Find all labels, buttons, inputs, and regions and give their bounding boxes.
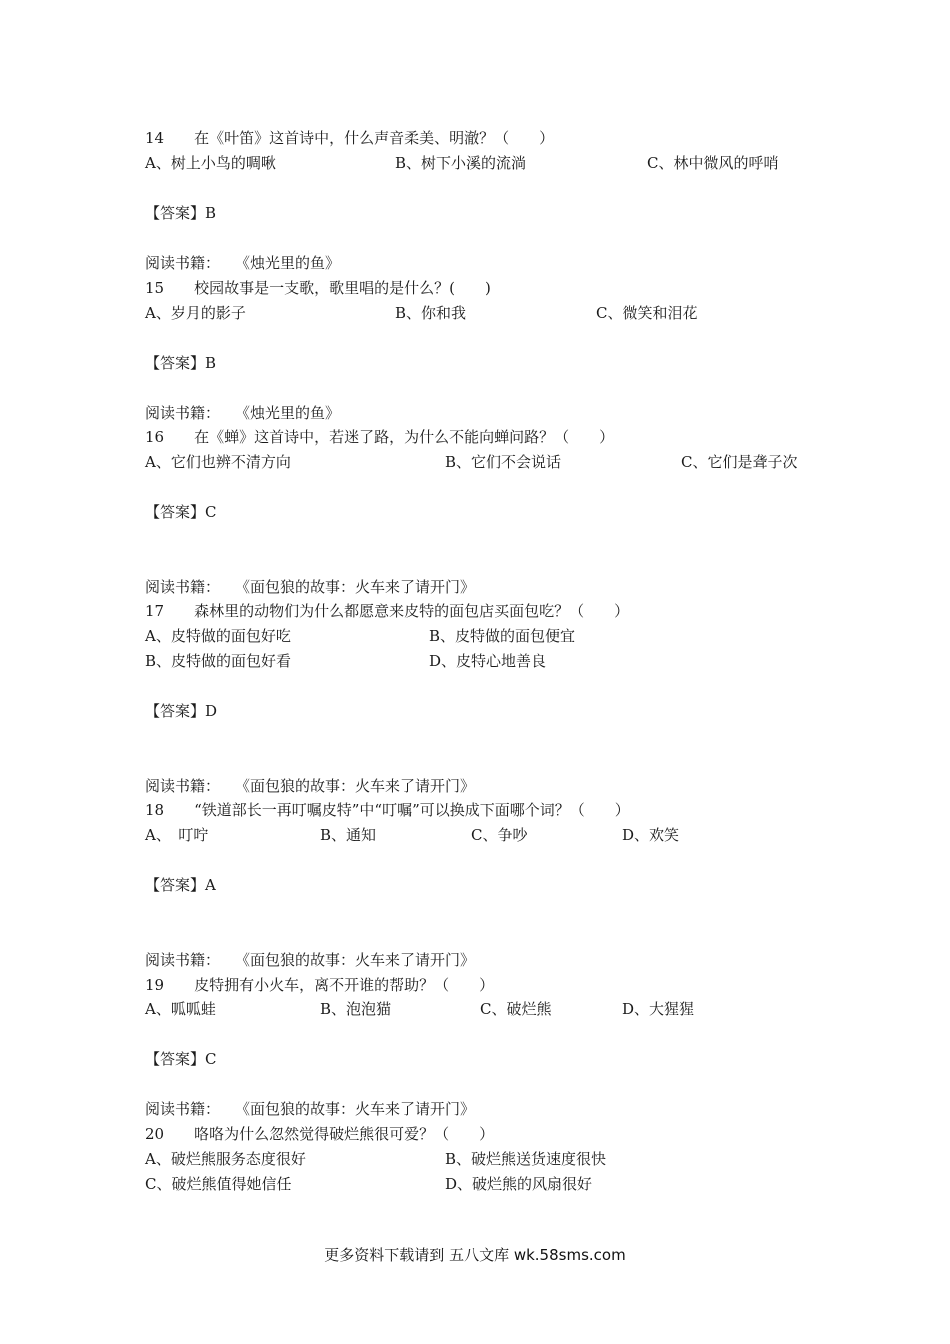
question-17-option-d: D、皮特心地善良 [429,652,547,670]
question-16-option-b: B、它们不会说话 [445,453,562,471]
question-18-option-a: A、 叮咛 [145,826,209,844]
question-14-stem: 14 在《叶笛》这首诗中，什么声音柔美、明澈？（ ） [145,129,555,147]
question-19-option-b: B、泡泡猫 [320,1000,392,1018]
question-17-option-a: A、皮特做的面包好吃 [145,627,291,645]
question-14-option-b: B、树下小溪的流淌 [395,154,527,172]
question-19-stem: 19 皮特拥有小火车，离不开谁的帮助？（ ） [145,976,495,994]
question-20-option-c: C、破烂熊值得她信任 [145,1175,292,1193]
question-20-option-a: A、破烂熊服务态度很好 [145,1150,306,1168]
question-17-option-b: B、皮特做的面包便宜 [429,627,576,645]
question-14-option-c: C、林中微风的呼哨 [647,154,779,172]
question-20-book: 阅读书籍： 《面包狼的故事：火车来了请开门》 [145,1100,476,1118]
question-17-book: 阅读书籍： 《面包狼的故事：火车来了请开门》 [145,578,476,596]
question-17-stem: 17 森林里的动物们为什么都愿意来皮特的面包店买面包吃？（ ） [145,602,630,620]
footer-link[interactable]: 更多资料下载请到 五八文库 wk.58sms.com [324,1246,626,1264]
question-18-option-d: D、欢笑 [622,826,680,844]
question-15-option-a: A、岁月的影子 [145,304,246,322]
question-19-book: 阅读书籍： 《面包狼的故事：火车来了请开门》 [145,951,476,969]
question-18-option-b: B、通知 [320,826,377,844]
question-18-book: 阅读书籍： 《面包狼的故事：火车来了请开门》 [145,777,476,795]
question-15-answer: 【答案】B [145,354,217,372]
question-15-option-c: C、微笑和泪花 [596,304,698,322]
question-17-answer: 【答案】D [145,702,218,720]
question-19-option-a: A、呱呱蛙 [145,1000,216,1018]
question-16-book: 阅读书籍： 《烛光里的鱼》 [145,404,341,422]
question-16-answer: 【答案】C [145,503,217,521]
question-18-option-c: C、争吵 [471,826,528,844]
question-20-option-d: D、破烂熊的风扇很好 [445,1175,593,1193]
question-15-stem: 15 校园故事是一支歌，歌里唱的是什么？( ) [145,279,491,297]
question-20-option-b: B、破烂熊送货速度很快 [445,1150,607,1168]
question-20-stem: 20 咯咯为什么忽然觉得破烂熊很可爱？（ ） [145,1125,495,1143]
question-19-option-d: D、大猩猩 [622,1000,695,1018]
question-15-book: 阅读书籍： 《烛光里的鱼》 [145,254,341,272]
question-17-option-c: B、皮特做的面包好看 [145,652,292,670]
question-19-option-c: C、破烂熊 [480,1000,552,1018]
question-14-option-a: A、树上小鸟的啁啾 [145,154,276,172]
question-16-stem: 16 在《蝉》这首诗中，若迷了路，为什么不能向蝉问路？（ ） [145,428,615,446]
question-14-answer: 【答案】B [145,204,217,222]
question-18-answer: 【答案】A [145,876,216,894]
question-15-option-b: B、你和我 [395,304,467,322]
question-16-option-a: A、它们也辨不清方向 [145,453,291,471]
question-18-stem: 18 “铁道部长一再叮嘱皮特”中“叮嘱”可以换成下面哪个词？（ ） [145,801,630,819]
question-16-option-c: C、它们是聋子次 [681,453,798,471]
question-19-answer: 【答案】C [145,1050,217,1068]
